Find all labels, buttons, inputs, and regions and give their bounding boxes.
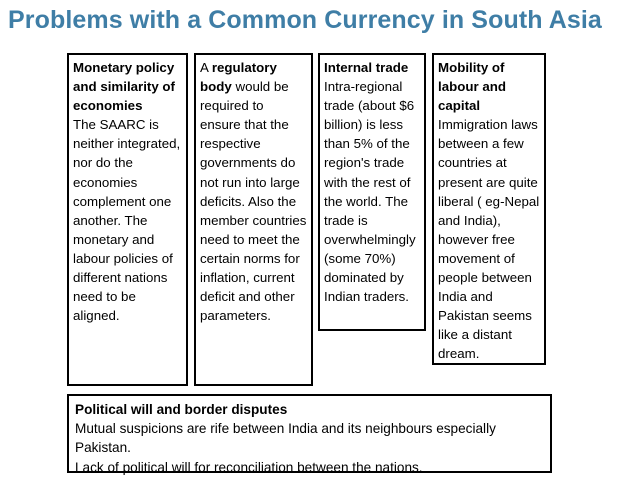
internal-trade-box [318, 53, 426, 331]
regulatory-body-box [194, 53, 313, 386]
internal-trade-heading: Internal trade [324, 60, 409, 75]
labour-mobility-box [432, 53, 546, 365]
monetary-policy-heading: Monetary policy and similarity of economies [73, 60, 175, 114]
regulatory-body-heading: regulatory body [200, 60, 277, 95]
regulatory-body-lead: A [200, 60, 212, 75]
internal-trade-body: Intra-regional trade (about $6 billion) is less than 5% of the region's trade with the rest of the world. The trade is overwhelmingly (some 70%) dominated by Indian traders. [324, 79, 416, 305]
labour-mobility-heading: Mobility of labour and capital [438, 60, 506, 114]
political-will-heading: Political will and border disputes [75, 402, 288, 417]
slide-title: Problems with a Common Currency in South Asia [8, 6, 602, 34]
regulatory-body-text: would be required to ensure that the respective governments do not run into large deficits. Also the member countries need to meet the certain norms for inflation, current deficit and other parameters. [200, 79, 307, 324]
monetary-policy-body: The SAARC is neither integrated, nor do the economies complement one another. The monetary and labour policies of different nations need to be aligned. [73, 117, 181, 324]
monetary-policy-box [67, 53, 188, 386]
political-will-line-2: Lack of political will for reconciliation between the nations. [75, 459, 423, 475]
labour-mobility-body: Immigration laws between a few countries at present are quite liberal ( eg-Nepal and India), however free movement of people between India and Pakistan seems like a distant dream. [438, 117, 540, 362]
political-will-box [67, 394, 552, 473]
political-will-line-1: Mutual suspicions are rife between India and its neighbours especially Pakistan. [75, 421, 496, 456]
